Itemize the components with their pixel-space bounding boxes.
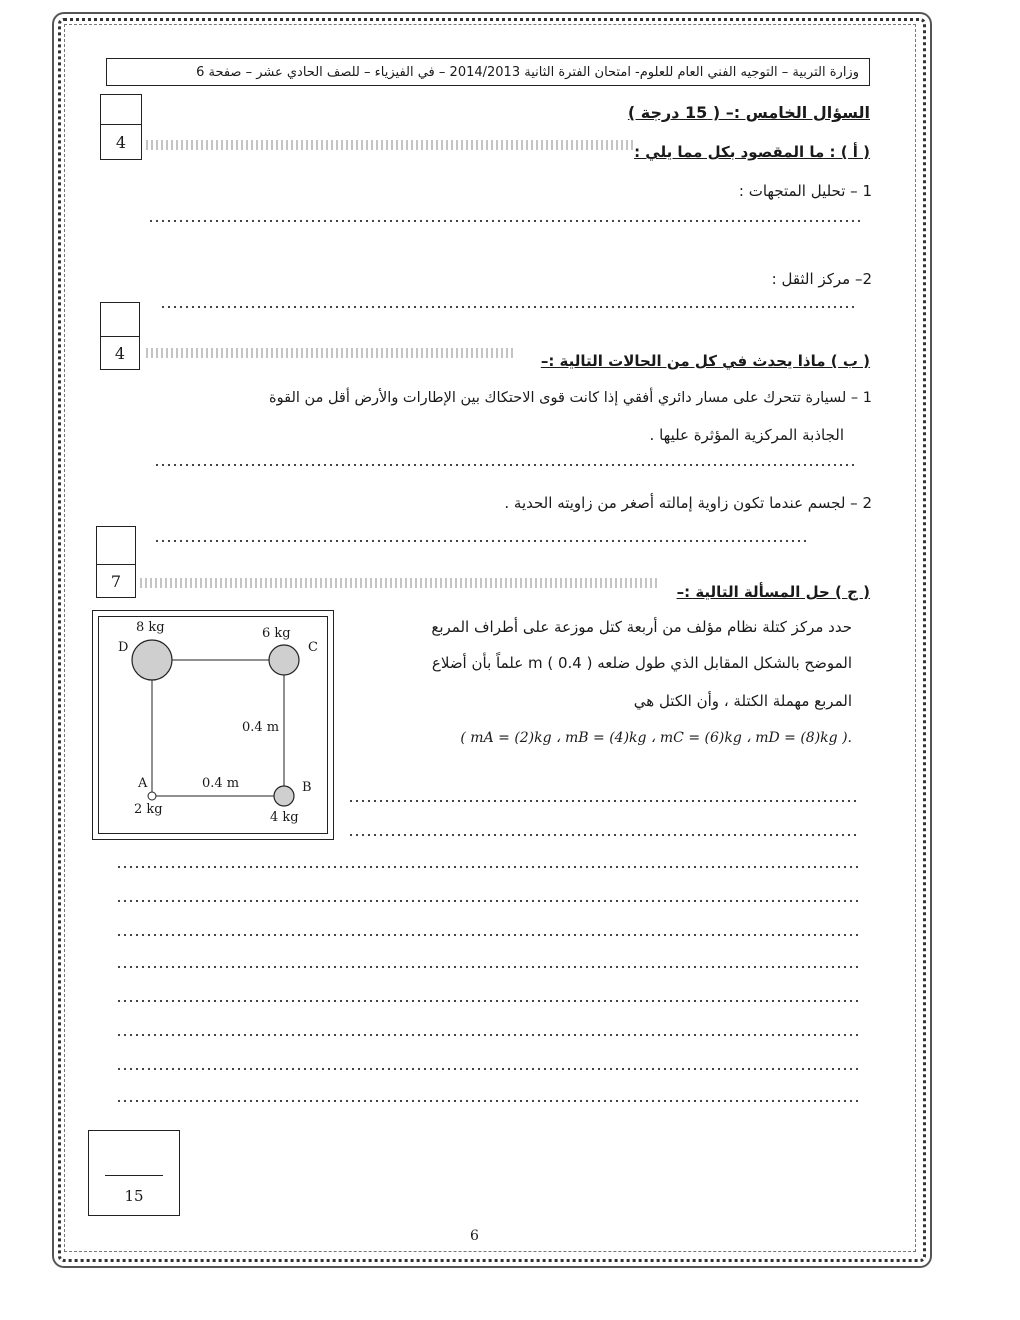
grade-box-b xyxy=(100,336,140,370)
answer-line xyxy=(118,1100,858,1102)
label-point-b: B xyxy=(302,780,312,795)
page-number: 6 xyxy=(470,1228,479,1244)
answer-line xyxy=(118,900,858,902)
label-side-horizontal: 0.4 m xyxy=(202,776,240,791)
part-a-item-2: 2– مركز الثقل : xyxy=(771,270,872,288)
answer-line xyxy=(118,1068,858,1070)
part-b-item-1-line-1: 1 – لسيارة تتحرك على مسار دائري أفقي إذا كانت قوى الاحتكاك بين الإطارات والأرض أقل من القوة xyxy=(269,390,872,406)
answer-line xyxy=(118,866,858,868)
label-mass-b: 4 kg xyxy=(270,810,299,825)
part-c-line-3: المربع مهملة الكتلة ، وأن الكتل هي xyxy=(633,692,852,710)
part-c-line-1: حدد مركز كتلة نظام مؤلف من أربعة كتل موزعة على أطراف المربع xyxy=(431,618,852,636)
total-divider xyxy=(105,1175,163,1176)
answer-line xyxy=(162,306,858,308)
part-b-item-2: 2 – لجسم عندما تكون زاوية إمالته أصغر من زاويته الحدية . xyxy=(504,494,872,512)
answer-line xyxy=(118,934,858,936)
label-mass-a: 2 kg xyxy=(134,802,163,817)
part-a-item-1: 1 – تحليل المتجهات : xyxy=(738,182,872,200)
answer-line xyxy=(118,1000,858,1002)
part-b-item-1-line-2: الجاذبة المركزية المؤثرة عليها . xyxy=(649,426,844,444)
label-point-c: C xyxy=(308,640,318,655)
grade-b-value: 4 xyxy=(114,343,126,363)
mass-b-circle xyxy=(274,786,294,806)
exam-header xyxy=(106,58,870,86)
answer-line xyxy=(118,1034,858,1036)
answer-line xyxy=(350,834,858,836)
answer-line xyxy=(156,464,858,466)
part-c-line-2: الموضح بالشكل المقابل الذي طول ضلعه m ( 0.4 ) علماً بأن أضلاع xyxy=(431,654,852,672)
part-c-title: ( ج ) حل المسألة التالية :– xyxy=(676,583,870,601)
part-c-masses: .( mA = (2)kg ، mB = (4)kg ، mC = (6)kg ، mD = (8)kg ) xyxy=(460,730,852,746)
label-mass-d: 8 kg xyxy=(136,620,165,635)
question-title: السؤال الخامس :– ( 15 درجة ) xyxy=(627,103,870,122)
answer-line xyxy=(118,966,858,968)
grade-box-c-empty xyxy=(96,526,136,565)
mass-square-diagram xyxy=(98,616,326,832)
total-grade-value: 15 xyxy=(124,1187,144,1205)
answer-line xyxy=(156,540,806,542)
label-side-vertical: 0.4 m xyxy=(242,720,280,735)
grade-box-a-empty xyxy=(100,94,142,125)
grade-box-c xyxy=(96,564,136,598)
mass-d-circle xyxy=(132,640,172,680)
label-mass-c: 6 kg xyxy=(262,626,291,641)
grade-box-b-empty xyxy=(100,302,140,337)
label-point-d: D xyxy=(118,640,129,655)
answer-line xyxy=(350,800,858,802)
scan-noise xyxy=(140,578,660,588)
grade-c-value: 7 xyxy=(110,571,122,591)
mass-a-circle xyxy=(148,792,156,800)
grade-box-a xyxy=(100,124,142,160)
header-text: وزارة التربية – التوجيه الفني العام للعلوم- امتحان الفترة الثانية 2014/2013 – في الفيزياء – للصف الحادي عشر – صفحة 6 xyxy=(196,64,859,80)
label-point-a: A xyxy=(138,776,148,791)
mass-c-circle xyxy=(269,645,299,675)
grade-a-value: 4 xyxy=(115,132,127,152)
scan-noise xyxy=(146,348,516,358)
answer-line xyxy=(150,220,860,222)
part-b-title: ( ب ) ماذا يحدث في كل من الحالات التالية :– xyxy=(540,352,870,370)
scan-noise xyxy=(146,140,636,150)
part-a-title: ( أ ) : ما المقصود بكل مما يلي : xyxy=(634,143,870,161)
total-grade-box xyxy=(88,1130,180,1216)
